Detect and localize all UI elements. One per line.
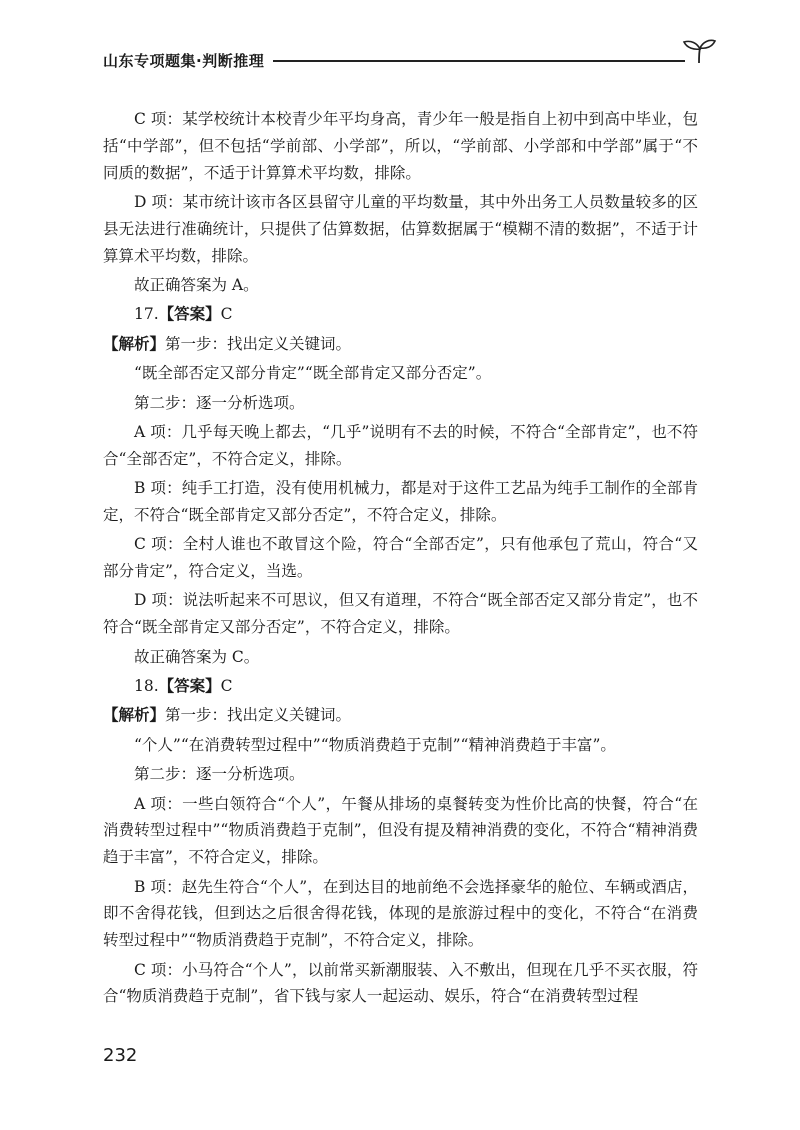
body-paragraph: 故正确答案为 C。 bbox=[134, 647, 260, 666]
answer-tag: 【答案】 bbox=[158, 677, 221, 696]
question-number: 18. bbox=[134, 677, 159, 696]
body-paragraph: D 项：说法听起来不可思议，但又有道理，不符合“既全部否定又部分肯定”，也不符合“既全部肯定又部分否定”，不符合定义，排除。 bbox=[103, 591, 698, 637]
body-paragraph: A 项：几乎每天晚上都去，“几乎”说明有不去的时候，不符合“全部肯定”，也不符合“全部否定”，不符合定义，排除。 bbox=[103, 422, 698, 468]
analysis-text: 第一步：找出定义关键词。 bbox=[165, 706, 352, 725]
answer-line bbox=[103, 673, 698, 700]
body-paragraph: D 项：某市统计该市各区县留守儿童的平均数量，其中外出务工人员数量较多的区县无法进行准确统计，只提供了估算数据，估算数据属于“模糊不清的数据”，不适于计算算术平均数，排除。 bbox=[103, 192, 698, 265]
body-paragraph: 故正确答案为 A。 bbox=[134, 275, 259, 294]
analysis-line bbox=[103, 331, 698, 358]
answer-line bbox=[103, 301, 698, 328]
sprout-icon bbox=[681, 38, 717, 64]
analysis-tag: 【解析】 bbox=[103, 334, 166, 353]
page-body bbox=[103, 106, 698, 1010]
analysis-tag: 【解析】 bbox=[103, 706, 166, 725]
body-paragraph: A 项：一些白领符合“个人”，午餐从排场的桌餐转变为性价比高的快餐，符合“在消费转型过程中”“物质消费趋于克制”，但没有提及精神消费的变化，不符合“精神消费趋于丰富”，不符合定义，排除。 bbox=[103, 794, 698, 867]
header-title: 山东专项题集·判断推理 bbox=[103, 52, 265, 70]
answer-value: C bbox=[220, 305, 233, 324]
body-paragraph: B 项：纯手工打造，没有使用机械力，都是对于这件工艺品为纯手工制作的全部肯定，不符合“既全部肯定又部分否定”，不符合定义，排除。 bbox=[103, 479, 698, 524]
analysis-text: 第一步：找出定义关键词。 bbox=[165, 334, 352, 353]
analysis-line bbox=[103, 702, 698, 729]
body-paragraph: C 项：某学校统计本校青少年平均身高，青少年一般是指自上初中到高中毕业，包括“中学部”，但不包括“学前部、小学部”，所以，“学前部、小学部和中学部”属于“不同质的数据”，不适于计算算术平均数，排除。 bbox=[103, 110, 698, 182]
body-paragraph: C 项：小马符合“个人”，以前常买新潮服装、入不敷出，但现在几乎不买衣服，符合“物质消费趋于克制”，省下钱与家人一起运动、娱乐，符合“在消费转型过程 bbox=[103, 960, 698, 1006]
body-paragraph: 第二步：逐一分析选项。 bbox=[134, 393, 305, 412]
body-paragraph: “个人”“在消费转型过程中”“物质消费趋于克制”“精神消费趋于丰富”。 bbox=[134, 735, 616, 754]
answer-tag: 【答案】 bbox=[158, 305, 221, 324]
running-header bbox=[103, 38, 713, 78]
body-paragraph: 第二步：逐一分析选项。 bbox=[134, 765, 305, 784]
body-paragraph: C 项：全村人谁也不敢冒这个险，符合“全部否定”，只有他承包了荒山，符合“又部分肯定”，符合定义，当选。 bbox=[103, 535, 698, 581]
question-number: 17. bbox=[134, 305, 159, 324]
answer-value: C bbox=[220, 677, 233, 696]
page-number: 232 bbox=[103, 1045, 138, 1066]
body-paragraph: “既全部否定又部分肯定”“既全部肯定又部分否定”。 bbox=[134, 364, 492, 383]
body-paragraph: B 项：赵先生符合“个人”，在到达目的地前绝不会选择豪华的舱位、车辆或酒店，即不舍得花钱，但到达之后很舍得花钱，体现的是旅游过程中的变化，不符合“在消费转型过程中”“物质消费趋于克制”，不符合定义，排除。 bbox=[103, 877, 698, 950]
header-rule bbox=[273, 60, 685, 62]
